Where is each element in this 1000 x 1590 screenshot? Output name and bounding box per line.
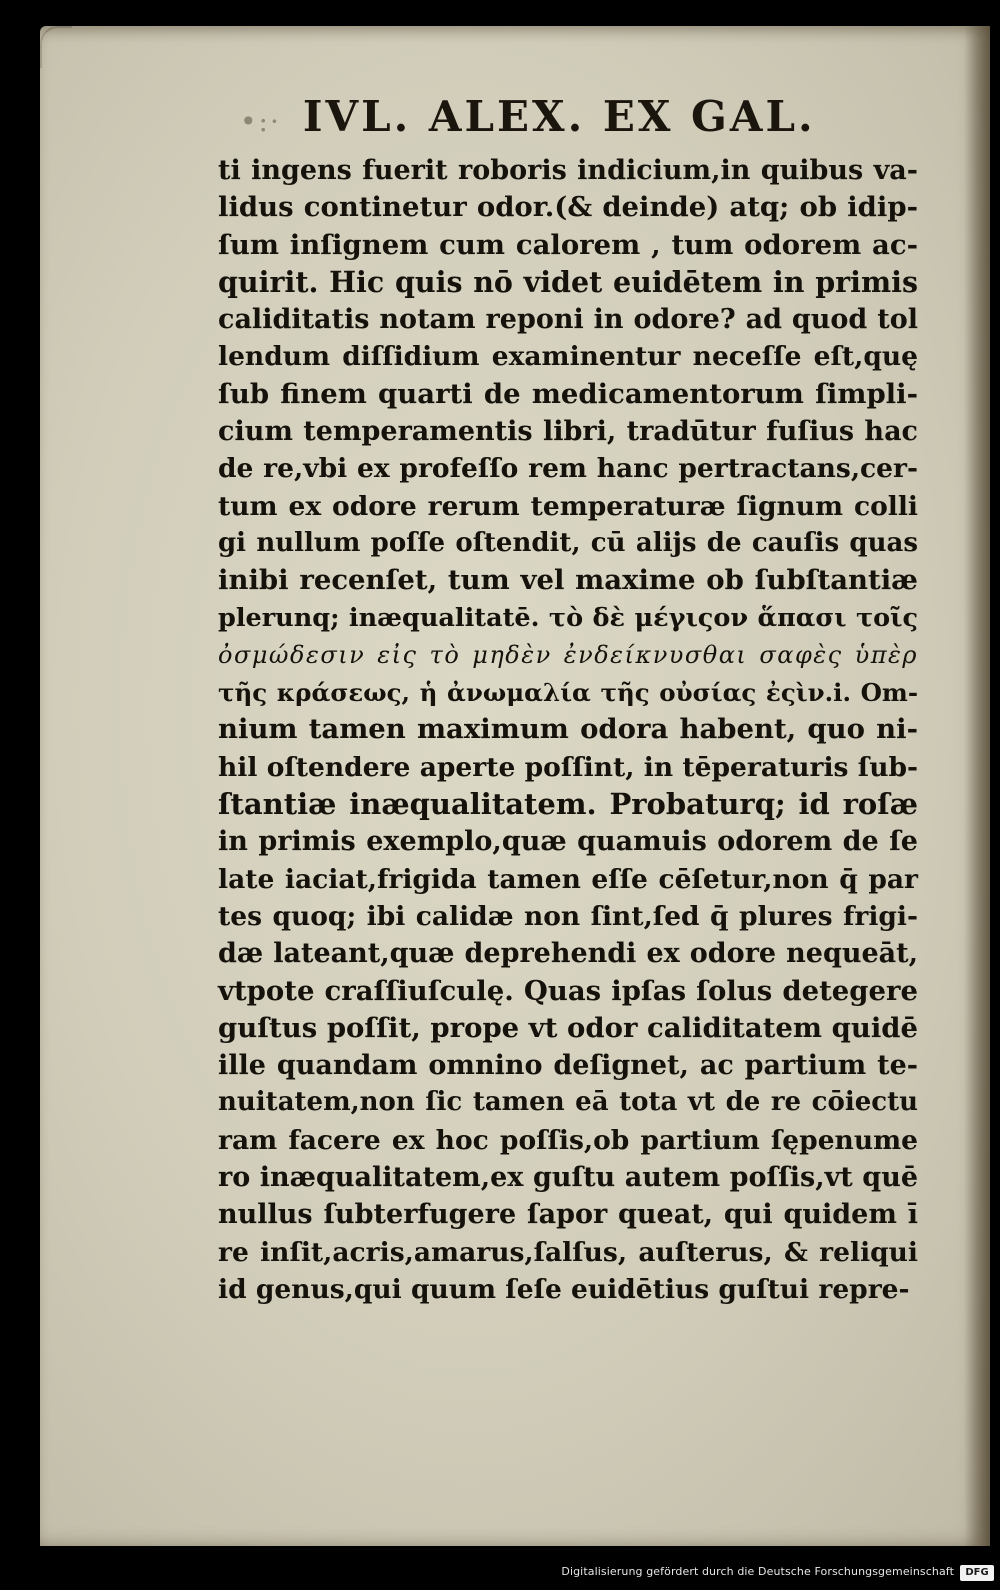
- ornament-mark: •:·: [240, 105, 281, 138]
- text-line: caliditatis notam reponi in odore? ad quod tol: [218, 304, 918, 336]
- text-line: quirit. Hic quis nō videt euidētem in primis: [218, 264, 918, 299]
- text-line: id genus,qui quum ſeſe euidētius guſtui repre-: [218, 1273, 910, 1305]
- text-line: ro inæqualitatem,ex guſtu autem poſſis,vt quē: [218, 1162, 918, 1194]
- footer-bar: [0, 1546, 1000, 1590]
- text-line: ſub finem quarti de medicamentorum ſimpli-: [218, 377, 918, 410]
- page-corner-curl: [40, 26, 72, 68]
- text-line: in primis exemplo,quæ quamuis odorem de ſe: [218, 826, 918, 858]
- text-line: ille quandam omnino deſignet, ac partium te-: [218, 1050, 918, 1082]
- text-line: de re,vbi ex profeſſo rem hanc pertractans,cer-: [218, 453, 918, 485]
- text-line: cium temperamentis libri, tradūtur fuſius hac: [218, 416, 918, 448]
- page-gutter-shadow: [964, 26, 990, 1546]
- dfg-logo-icon: DFG: [960, 1565, 994, 1581]
- text-line: guſtus poſſit, prope vt odor caliditatem quidē: [218, 1011, 918, 1044]
- text-line: gi nullum poſſe oſtendit, cū alijs de cauſis quas: [218, 527, 918, 558]
- text-line: ram facere ex hoc poſſis,ob partium ſępenume: [218, 1124, 918, 1156]
- funding-credit: Digitalisierung gefördert durch die Deutsche Forschungsgemeinschaft: [561, 1565, 954, 1578]
- text-line: late iaciat,frigida tamen eſſe cēſetur,non q̄ par: [218, 863, 918, 895]
- running-head: [240, 92, 920, 141]
- text-line: tum ex odore rerum temperaturæ ſignum colli: [218, 490, 918, 522]
- text-line: re inſit,acris,amarus,ſalſus, auſterus, & reliqui: [218, 1236, 918, 1268]
- text-line: ſtantiæ inæqualitatem. Probaturq; id roſæ: [218, 787, 918, 822]
- text-line-greek: ὀσμώδεσιν εἰς τὸ μηδὲν ἐνδείκνυσθαι σαφὲς ὑπὲρ: [218, 640, 918, 669]
- text-line: ſum inſignem cum calorem , tum odorem ac-: [218, 228, 918, 261]
- text-line: lendum diſſidium examinentur neceſſe eſt,quę: [218, 341, 918, 373]
- text-line: lidus continetur odor.(& deinde) atq; ob idip-: [218, 191, 918, 224]
- text-line: nullus ſubterfugere ſapor queat, qui quidem ī: [218, 1199, 918, 1231]
- text-line-mixed-greek: plerunq; inæqualitatē. τὸ δὲ μέγιςον ἅπασι τοῖς: [218, 602, 918, 633]
- running-head-text: IVL. ALEX. EX GAL.: [302, 92, 816, 141]
- text-line: nuitatem,non ſic tamen eā tota vt de re cōiectu: [218, 1087, 918, 1118]
- text-line: vtpote craſſiuſculę. Quas ipſas ſolus detegere: [218, 974, 918, 1007]
- text-line: nium tamen maximum odora habent, quo ni-: [218, 713, 918, 746]
- body-text: [218, 152, 918, 1308]
- text-line: dæ lateant,quæ deprehendi ex odore nequeāt,: [218, 938, 918, 970]
- text-line: tes quoq; ibi calidæ non ſint,ſed q̄ plures frigi-: [218, 900, 918, 932]
- text-line: ti ingens fuerit roboris indicium,in quibus va-: [218, 155, 918, 186]
- text-line-mixed-greek: τῆς κράσεως, ἡ ἀνωμαλία τῆς οὐσίας ἐςὶν.i. Om-: [218, 678, 918, 708]
- text-line: inibi recenſet, tum vel maxime ob ſubſtantiæ: [218, 564, 918, 597]
- text-line: hil oſtendere aperte poſſint, in tēperaturis ſub-: [218, 751, 918, 783]
- book-page: [40, 26, 990, 1546]
